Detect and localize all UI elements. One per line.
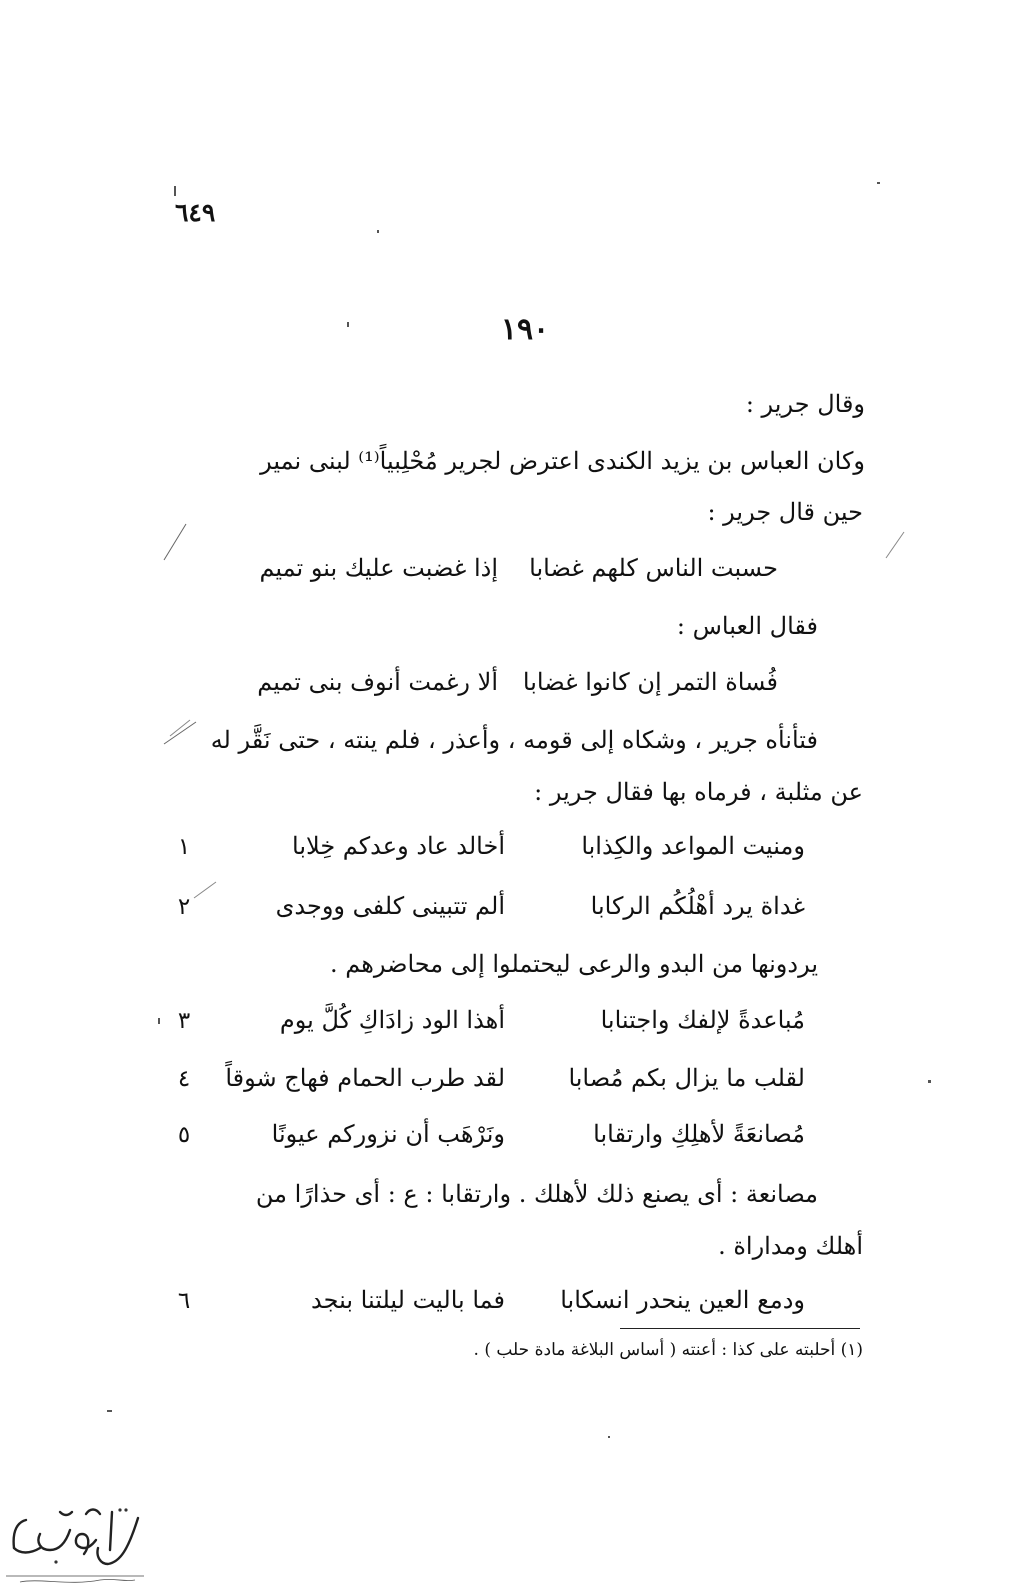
scan-speck: [928, 1080, 931, 1083]
poem-number: ١٩٠: [500, 312, 550, 347]
verse-hemistich-first: ألا رغمت أنوف بنى تميم: [257, 668, 498, 696]
verse-number: ٤: [177, 1066, 191, 1092]
scan-stroke: [880, 530, 910, 560]
verse-hemistich-second: ودمع العين ينحدر انسكابا: [560, 1286, 805, 1314]
narrative-line-2: عن مثلبة ، فرماه بها فقال جرير :: [534, 778, 863, 806]
verse-number: ١: [177, 834, 191, 860]
scan-speck: [377, 230, 379, 233]
page-number-top: ٦٤٩: [175, 198, 216, 227]
verse-row: [163, 1006, 863, 1036]
verse-hemistich-first: ألم تتبينى كلفى ووجدى: [275, 892, 505, 920]
intro-line-3: حين قال جرير :: [707, 498, 863, 526]
library-stamp-logo: [0, 1490, 150, 1590]
verse-hemistich-second: مُباعدةً لإلفك واجتنابا: [600, 1006, 805, 1034]
verse-abbas: [218, 668, 818, 697]
scan-speck: [174, 186, 176, 196]
verse-hemistich-first: أهذا الود زادَاكِ كُلَّ يوم: [279, 1006, 505, 1034]
intro-line-1: وقال جرير :: [745, 390, 865, 418]
verse-hemistich-second: حسبت الناس كلهم غضابا: [529, 554, 778, 582]
footnote-divider: [620, 1328, 860, 1329]
scan-speck: [608, 1436, 610, 1438]
scan-stroke: [190, 880, 220, 900]
verse-number: ٦: [177, 1288, 191, 1314]
abbas-said: فقال العباس :: [676, 612, 818, 640]
verse-number: ٣: [177, 1008, 191, 1034]
verse-hemistich-first: فما باليت ليلتنا بنجد: [311, 1286, 505, 1314]
gloss-verse-5-line-1: مصانعة : أى يصنع ذلك لأهلك . وارتقابا : ع : أى حذارًا من: [255, 1180, 818, 1208]
verse-jarir: [218, 554, 818, 583]
verse-row: [163, 1286, 863, 1316]
narrative-line-1: فتأنأه جرير ، وشكاه إلى قومه ، وأعذر ، فلم ينته ، حتى نَقَّر له: [210, 726, 818, 754]
verse-row: [163, 1064, 863, 1094]
scan-speck: [107, 1410, 112, 1412]
verse-number: ٢: [177, 894, 191, 920]
verse-hemistich-second: غداة يرد أهْلُكُم الركابا: [590, 892, 805, 920]
verse-hemistich-second: لقلب ما يزال بكم مُصابا: [568, 1064, 805, 1092]
intro-line-2: وكان العباس بن يزيد الكندى اعترض لجرير مُحْلِبياً⁽¹⁾ لبنى نمير: [260, 447, 865, 475]
scan-speck: [158, 1018, 160, 1024]
gloss-verse-2: يردونها من البدو والرعى ليحتملوا إلى محاضرهم .: [329, 950, 818, 978]
scan-speck: [877, 182, 880, 184]
verse-row: [163, 1120, 863, 1150]
footnote: (١) أحلبته على كذا : أعنته ( أساس البلاغة مادة حلب ) .: [473, 1340, 863, 1360]
verse-number: ٥: [177, 1122, 191, 1148]
verse-row: [163, 832, 863, 862]
scan-stroke: [160, 718, 200, 748]
verse-hemistich-second: ومنيت المواعد والكِذابا: [581, 832, 805, 860]
verse-hemistich-second: مُصانعَةً لأهلِكِ وارتقابا: [593, 1120, 805, 1148]
verse-hemistich-first: إذا غضبت عليك بنو تميم: [259, 554, 498, 582]
scan-stroke: [160, 522, 190, 562]
verse-row: [163, 892, 863, 922]
gloss-verse-5-line-2: أهلك ومداراة .: [718, 1232, 863, 1260]
verse-hemistich-first: ونَرْهَب أن نزوركم عيونًا: [271, 1120, 505, 1148]
verse-hemistich-first: لقد طرب الحمام فهاج شوقاً: [225, 1064, 505, 1092]
scan-speck: [347, 322, 349, 327]
verse-hemistich-second: فُساة التمر إن كانوا غضابا: [522, 668, 778, 696]
verse-hemistich-first: أخالد عاد وعدكم خِلابا: [292, 832, 505, 860]
